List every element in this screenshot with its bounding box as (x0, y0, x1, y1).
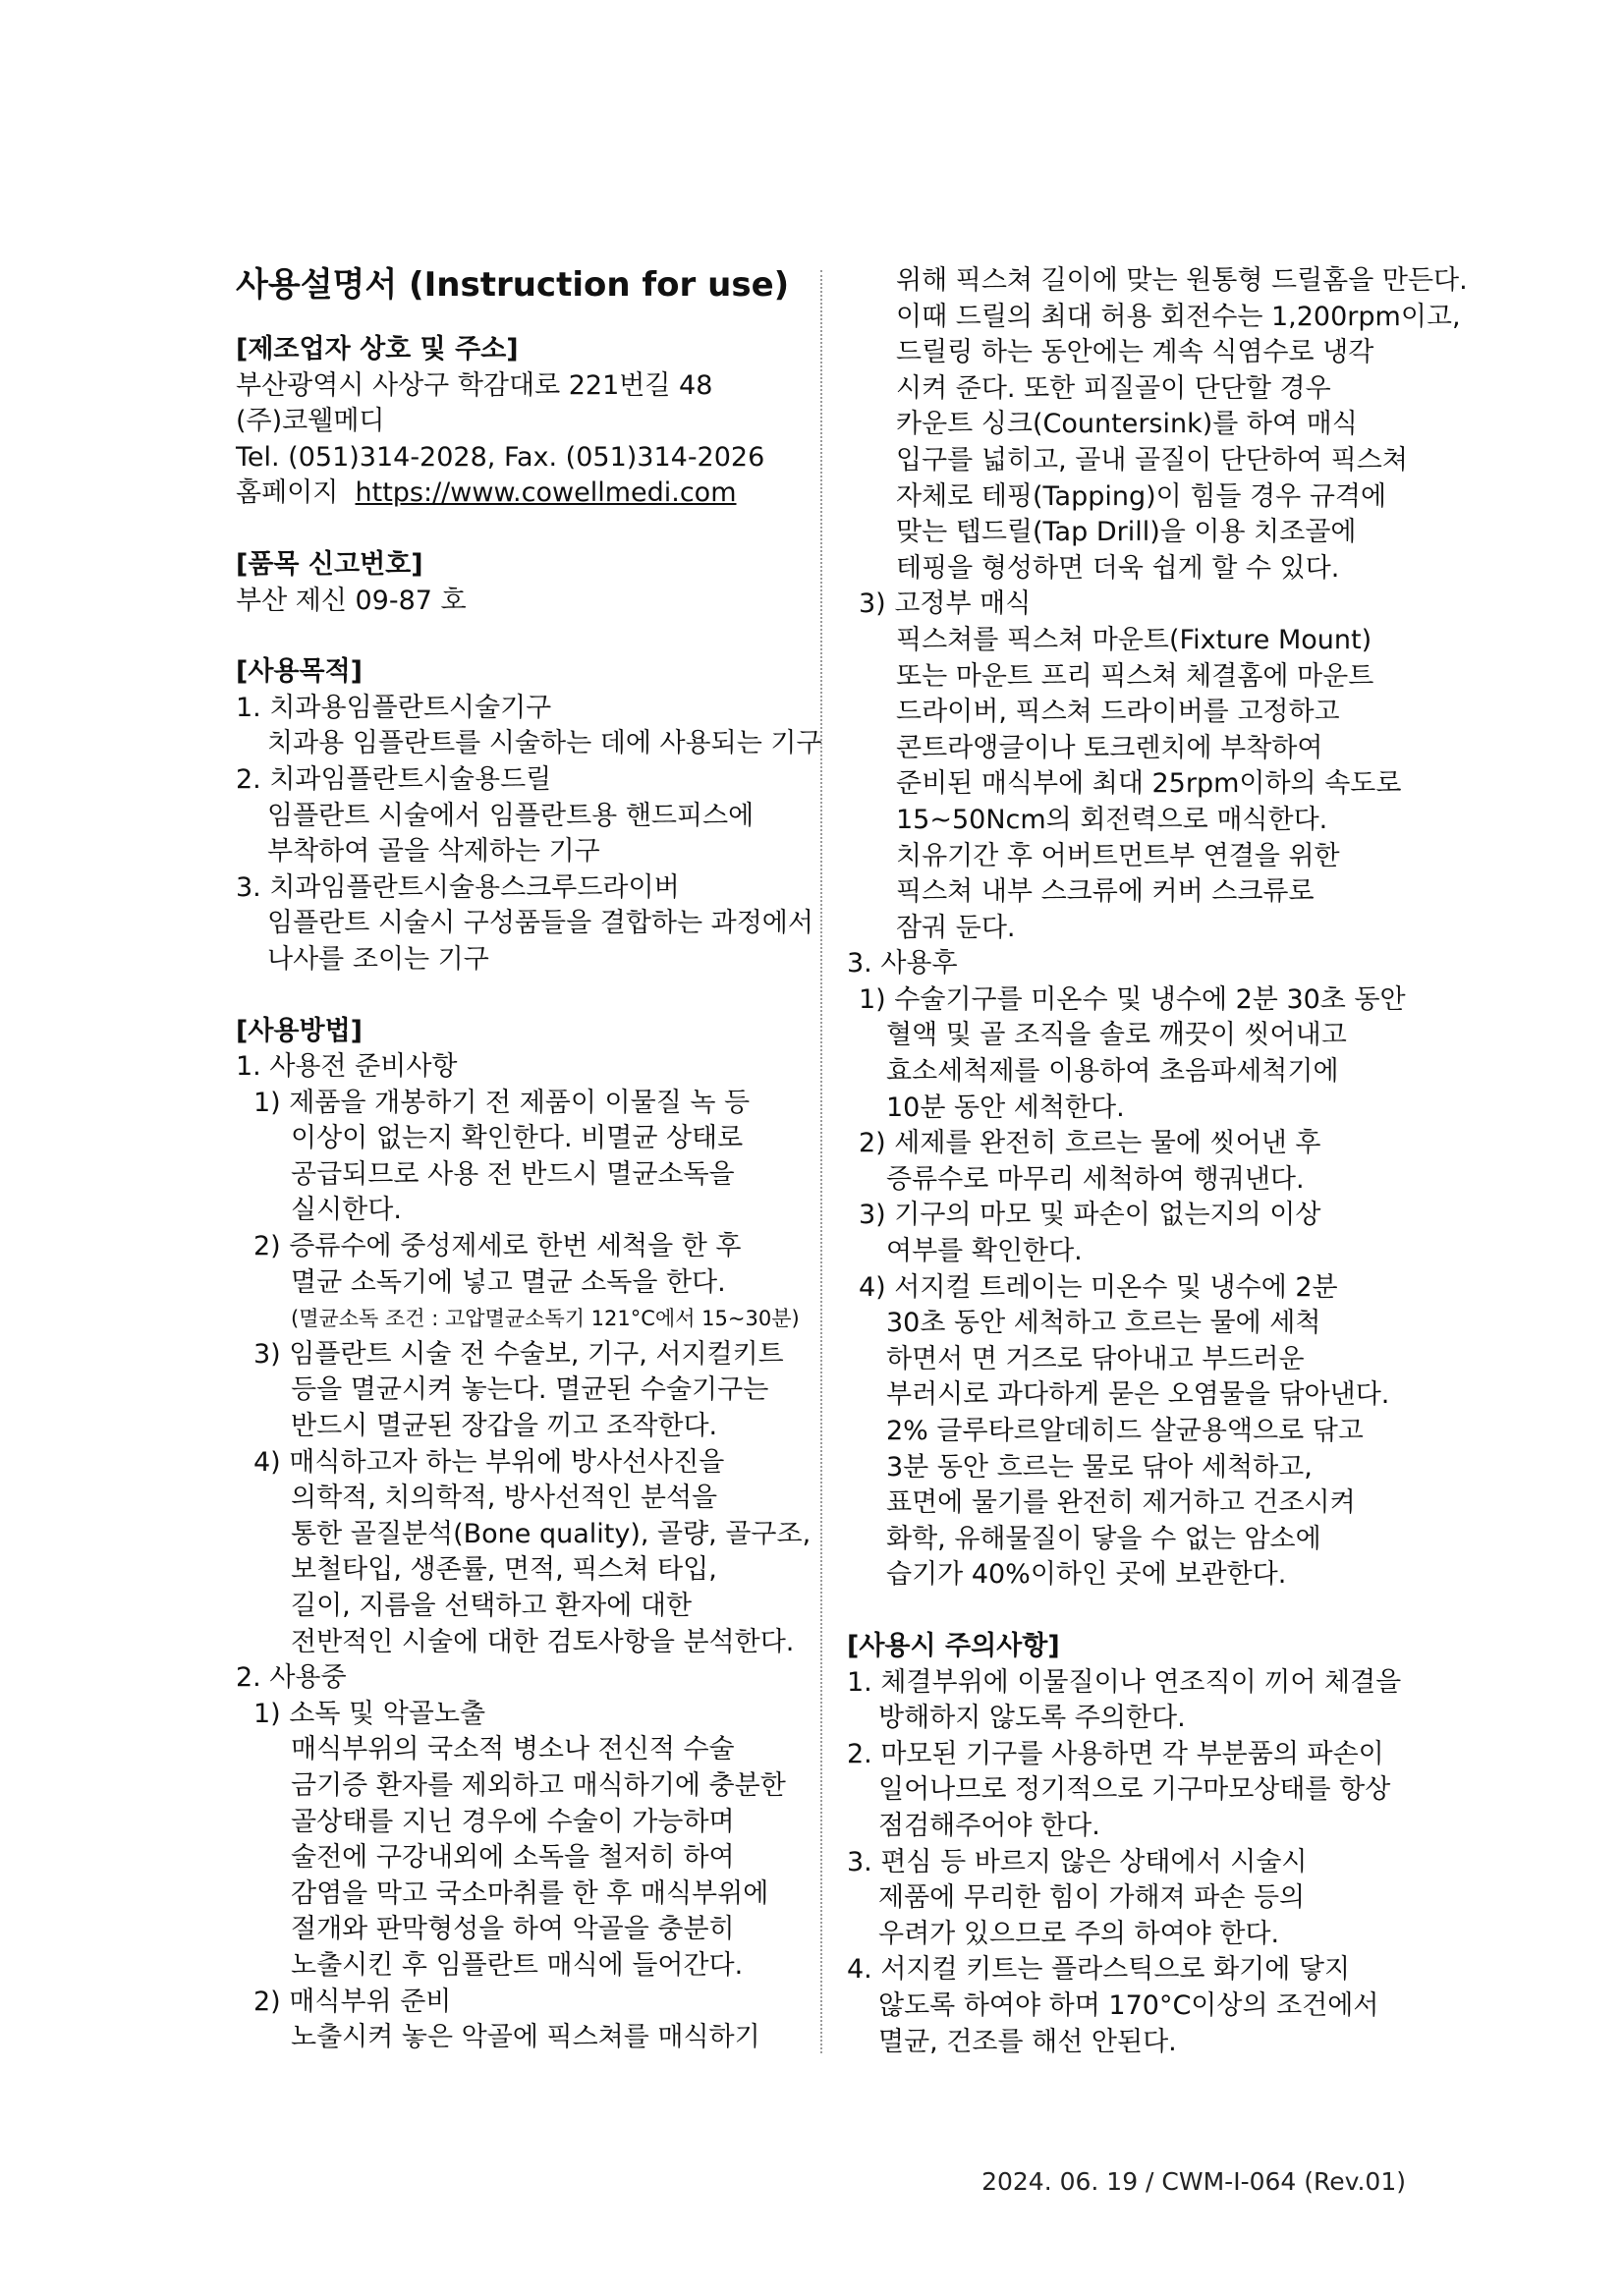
method-line: 2) 세제를 완전히 흐르는 물에 씻어낸 후 (859, 1128, 1321, 1159)
method-line: 실시한다. (291, 1195, 402, 1226)
precautions-heading: [사용시 주의사항] (847, 1630, 1060, 1661)
method-line: 노출시켜 놓은 악골에 픽스쳐를 매식하기 (291, 2022, 760, 2053)
purpose-line: 임플란트 시술에서 임플란트용 핸드피스에 (267, 800, 755, 831)
method-line: 통한 골질분석(Bone quality), 골량, 골구조, (291, 1518, 812, 1549)
method-line: 1) 제품을 개봉하기 전 제품이 이물질 녹 등 (253, 1087, 751, 1118)
method-line: 감염을 막고 국소마취를 한 후 매식부위에 (291, 1877, 769, 1909)
purpose-line: 1. 치과용임플란트시술기구 (236, 692, 552, 723)
method-line: 3. 사용후 (847, 948, 958, 980)
precaution-line: 점검해주어야 한다. (878, 1810, 1100, 1841)
column-divider (820, 270, 822, 2053)
method-line: 입구를 넓히고, 골내 골질이 단단하여 픽스쳐 (896, 444, 1408, 476)
method-line: 1. 사용전 준비사항 (236, 1051, 458, 1083)
method-line: 4) 매식하고자 하는 부위에 방사선사진을 (253, 1446, 725, 1478)
homepage-label: 홈페이지 (236, 477, 339, 509)
method-line: 2% 글루타르알데히드 살균용액으로 닦고 (886, 1416, 1364, 1446)
registration-number: 부산 제신 09-87 호 (236, 585, 467, 616)
precaution-line: 제품에 무리한 힘이 가해져 파손 등의 (878, 1882, 1306, 1914)
precaution-line: 3. 편심 등 바르지 않은 상태에서 시술시 (847, 1846, 1308, 1877)
method-line: 등을 멸균시켜 놓는다. 멸균된 수술기구는 (291, 1374, 769, 1406)
method-line: 이때 드릴의 최대 허용 회전수는 1,200rpm이고, (896, 301, 1461, 332)
purpose-line: 2. 치과임플란트시술용드릴 (236, 763, 552, 795)
method-line: 30초 동안 세척하고 흐르는 물에 세척 (886, 1308, 1321, 1339)
registration-heading: [품목 신고번호] (236, 548, 423, 580)
method-line: 2. 사용중 (236, 1662, 347, 1694)
method-line: 맞는 텝드릴(Tap Drill)을 이용 치조골에 (896, 517, 1357, 548)
manufacturer-contact: Tel. (051)314-2028, Fax. (051)314-2026 (236, 441, 765, 473)
method-line: 부러시로 과다하게 묻은 오염물을 닦아낸다. (886, 1379, 1390, 1411)
method-line: 2) 매식부위 준비 (253, 1986, 452, 2017)
method-line: 화학, 유해물질이 닿을 수 없는 암소에 (886, 1523, 1321, 1554)
purpose-line: 3. 치과임플란트시술용스크루드라이버 (236, 871, 680, 903)
method-line: 이상이 없는지 확인한다. 비멸균 상태로 (291, 1123, 744, 1154)
method-heading: [사용방법] (236, 1015, 364, 1046)
method-line: 하면서 면 거즈로 닦아내고 부드러운 (886, 1343, 1305, 1374)
method-line: 매식부위의 국소적 병소나 전신적 수술 (291, 1734, 735, 1765)
method-line: 골상태를 지닌 경우에 수술이 가능하며 (291, 1806, 735, 1837)
method-line: 4) 서지컬 트레이는 미온수 및 냉수에 2분 (859, 1271, 1338, 1303)
method-line: 의학적, 치의학적, 방사선적인 분석을 (291, 1483, 718, 1514)
method-line: 1) 소독 및 악골노출 (253, 1698, 486, 1729)
method-line: 픽스쳐 내부 스크류에 커버 스크류로 (896, 876, 1315, 908)
method-line: 준비된 매식부에 최대 25rpm이하의 속도로 (896, 768, 1402, 800)
purpose-line: 임플란트 시술시 구성품들을 결합하는 과정에서 (267, 908, 813, 939)
manufacturer-heading: [제조업자 상호 및 주소] (236, 334, 519, 364)
method-line: 15~50Ncm의 회전력으로 매식한다. (896, 804, 1328, 835)
method-line: 치유기간 후 어버트먼트부 연결을 위한 (896, 840, 1340, 871)
method-line: 술전에 구강내외에 소독을 철저히 하여 (291, 1842, 735, 1874)
method-line: 테핑을 형성하면 더욱 쉽게 할 수 있다. (896, 552, 1340, 584)
left-column (236, 263, 822, 2056)
method-line: 노출시킨 후 임플란트 매식에 들어간다. (291, 1949, 744, 1981)
precaution-line: 4. 서지컬 키트는 플라스틱으로 화기에 닿지 (847, 1954, 1351, 1986)
method-line: 잠궈 둔다. (896, 912, 1016, 943)
method-line: 3) 기구의 마모 및 파손이 없는지의 이상 (859, 1200, 1321, 1231)
purpose-line: 부착하여 골을 삭제하는 기구 (267, 836, 600, 868)
method-line: 위해 픽스쳐 길이에 맞는 원통형 드릴홈을 만든다. (896, 265, 1468, 296)
method-line: 픽스쳐를 픽스쳐 마운트(Fixture Mount) (896, 624, 1372, 655)
method-line: 3분 동안 흐르는 물로 닦아 세척하고, (886, 1451, 1313, 1483)
method-line: 시켜 준다. 또한 피질골이 단단할 경우 (896, 372, 1331, 404)
right-column (847, 263, 1468, 2060)
method-line: 길이, 지름을 선택하고 환자에 대한 (291, 1591, 693, 1621)
purpose-line: 나사를 조이는 기구 (267, 943, 489, 975)
precaution-line: 방해하지 않도록 주의한다. (878, 1703, 1186, 1734)
document-title: 사용설명서 (Instruction for use) (236, 265, 790, 305)
precaution-line: 멸균, 건조를 해선 안된다. (878, 2026, 1177, 2057)
method-line: 10분 동안 세척한다. (886, 1092, 1125, 1123)
method-line: 멸균 소독기에 넣고 멸균 소독을 한다. (291, 1266, 726, 1298)
homepage-line (236, 476, 796, 512)
method-line: 3) 고정부 매식 (859, 588, 1032, 620)
precaution-line: 2. 마모된 기구를 사용하면 각 부분품의 파손이 (847, 1738, 1384, 1769)
method-line: 금기증 환자를 제외하고 매식하기에 충분한 (291, 1769, 786, 1801)
method-line: 표면에 물기를 완전히 제거하고 건조시켜 (886, 1487, 1356, 1519)
method-line: 효소세척제를 이용하여 초음파세척기에 (886, 1056, 1339, 1088)
method-line: 드라이버, 픽스쳐 드라이버를 고정하고 (896, 697, 1340, 728)
purpose-line: 치과용 임플란트를 시술하는 데에 사용되는 기구 (267, 728, 822, 759)
purpose-heading: [사용목적] (236, 656, 364, 688)
method-line: 1) 수술기구를 미온수 및 냉수에 2분 30초 동안 (859, 983, 1406, 1015)
method-line: 2) 증류수에 중성제세로 한번 세척을 한 후 (253, 1231, 742, 1262)
method-line: 공급되므로 사용 전 반드시 멸균소독을 (291, 1158, 735, 1190)
method-line: 여부를 확인한다. (886, 1236, 1083, 1267)
precaution-line: 않도록 하여야 하며 170°C이상의 조건에서 (878, 1989, 1379, 2021)
precaution-line: 일어나므로 정기적으로 기구마모상태를 항상 (878, 1774, 1391, 1806)
document-footer: 2024. 06. 19 / CWM-I-064 (Rev.01) (981, 2167, 1406, 2196)
method-line: 보철타입, 생존률, 면적, 픽스쳐 타입, (291, 1554, 717, 1586)
method-line: 습기가 40%이하인 곳에 보관한다. (886, 1559, 1287, 1591)
method-line: (멸균소독 조건 : 고압멸균소독기 121°C에서 15~30분) (291, 1307, 800, 1331)
method-line: 반드시 멸균된 장갑을 끼고 조작한다. (291, 1411, 718, 1442)
method-line: 3) 임플란트 시술 전 수술보, 기구, 서지컬키트 (253, 1338, 784, 1370)
precaution-line: 우려가 있으므로 주의 하여야 한다. (878, 1918, 1280, 1949)
method-line: 자체로 테핑(Tapping)이 힘들 경우 규격에 (896, 480, 1387, 512)
method-line: 콘트라앵글이나 토크렌치에 부착하여 (896, 732, 1323, 763)
method-line: 증류수로 마무리 세척하여 행궈낸다. (886, 1163, 1305, 1195)
method-line: 카운트 싱크(Countersink)를 하여 매식 (896, 409, 1358, 440)
method-line: 전반적인 시술에 대한 검토사항을 분석한다. (291, 1626, 795, 1657)
homepage-link[interactable]: https://www.cowellmedi.com (355, 477, 737, 509)
method-line: 절개와 판막형성을 하여 악골을 충분히 (291, 1914, 735, 1945)
method-line: 혈액 및 골 조직을 솔로 깨끗이 씻어내고 (886, 1020, 1347, 1051)
manufacturer-company: (주)코웰메디 (236, 406, 385, 437)
method-line: 또는 마운트 프리 픽스쳐 체결홈에 마운트 (896, 660, 1374, 692)
precaution-line: 1. 체결부위에 이물질이나 연조직이 끼어 체결을 (847, 1666, 1402, 1698)
method-line: 드릴링 하는 동안에는 계속 식염수로 냉각 (896, 337, 1374, 368)
manufacturer-address: 부산광역시 사상구 학감대로 221번길 48 (236, 369, 713, 401)
